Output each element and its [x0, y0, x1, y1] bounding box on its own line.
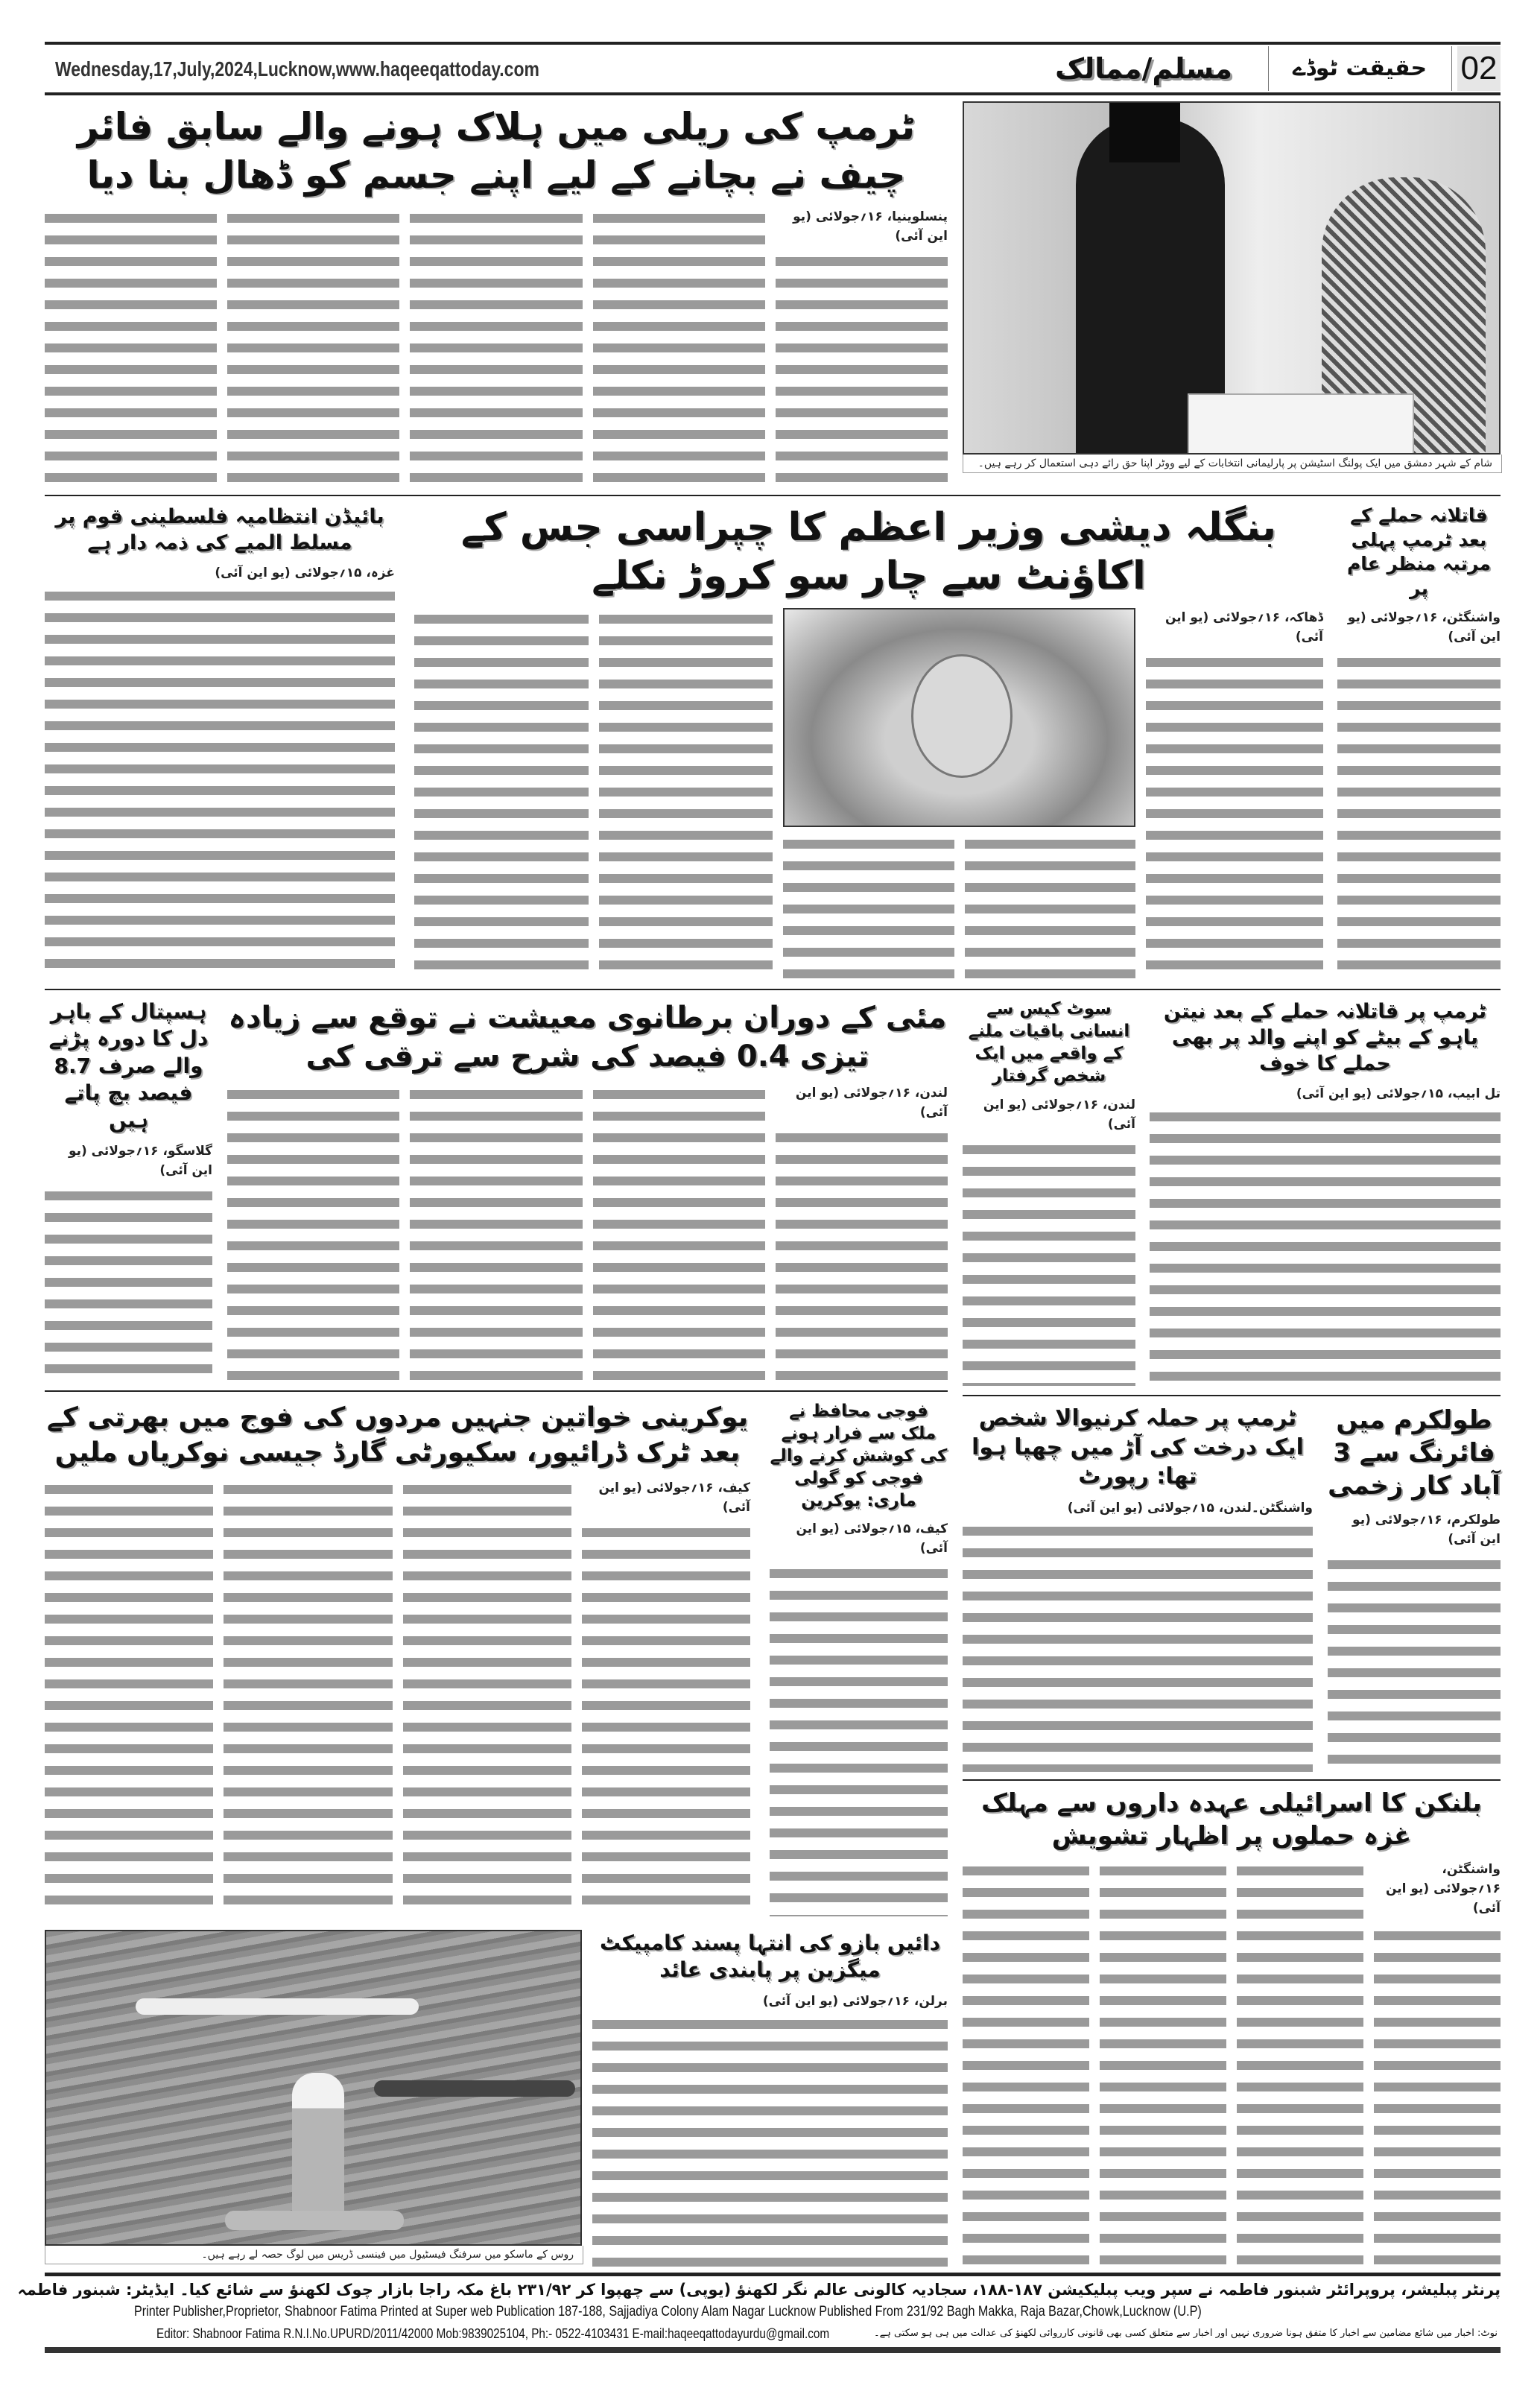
text-column — [1150, 1084, 1501, 1386]
section-rule — [45, 495, 1501, 496]
bangladesh-story-columns — [414, 608, 1323, 979]
text-column — [410, 1083, 582, 1382]
photo-syria-polling-station — [963, 101, 1501, 455]
article-body-trump-appearance — [1337, 608, 1501, 979]
headline-biden-palestine: بائیڈن انتظامیہ فلسطینی قوم پر مسلط المیے کی ذمہ دار ہے — [55, 505, 384, 555]
text-column — [783, 833, 954, 979]
headline-uk-economy: مئی کے دوران برطانوی معیشت نے توقع سے زیادہ تیزی 0.4 فیصد کی شرح سے ترقی کی — [228, 1001, 947, 1074]
text-column — [1100, 1860, 1226, 2265]
article-dateline: پنسلوینیا، ۱۶؍جولائی (یو این آئی) — [776, 207, 948, 248]
text-column — [776, 1083, 948, 1382]
photo-sheikh-hasina — [783, 608, 1135, 827]
article-body-ukrainian-women — [45, 1478, 750, 1916]
text-column — [963, 1498, 1313, 1772]
priest-hat — [1109, 103, 1180, 162]
paddleboard — [136, 1998, 419, 2015]
photo-caption: شام کے شہر دمشق میں ایک پولنگ اسٹیشن پر پارلیمانی انتخابات کے لیے ووٹر اپنا حق رائے دہی استعمال کر رہے ہیں۔ — [963, 455, 1502, 473]
article-dateline: طولکرم، ۱۶؍جولائی (یو این آئی) — [1328, 1510, 1501, 1551]
footer-editor-line: Editor: Shabnoor Fatima R.N.I.No.UPURD/2011/42000 Mob:9839025104, Ph:- 0522-4103431 E-mail:haqeeqattodayurdu@gmail.com — [156, 2326, 830, 2341]
section-rule — [45, 989, 1501, 990]
article-netanyahu — [1150, 998, 1501, 1386]
article-body-netanyahu — [1150, 1084, 1501, 1386]
text-column — [1237, 1860, 1363, 2265]
photo-caption: روس کے ماسکو میں سرفنگ فیسٹیول میں فینسی ڈریس میں لوگ حصہ لے رہے ہیں۔ — [45, 2246, 583, 2264]
article-dateline: واشنگٹن، ۱۶؍جولائی (یو این آئی) — [1337, 608, 1501, 649]
headline-compact-magazine-ban: دائیں بازو کی انتہا پسند کامپیکٹ میگزین پر پابندی عائد — [600, 1931, 940, 1983]
bangladesh-photo-block — [783, 608, 1135, 979]
article-tulkarm — [1328, 1404, 1501, 1772]
article-suitcase — [963, 998, 1135, 1386]
article-trump-rally — [45, 103, 948, 490]
text-column — [593, 1083, 765, 1382]
text-column — [414, 608, 589, 979]
footer-urdu-imprint: پرنٹر پبلیشر، پروپرائٹر شبنور فاطمہ نے سپر ویب پبلیکیشن ۱۸۷-۱۸۸، سجادیہ کالونی عالم نگر لکھنؤ (یوپی) سے چھپوا کر ۲۳۱/۹۲ باغ مکہ راجا بازار چوک لکھنؤ سے شائع کیا۔ ایڈیٹر: شبنور فاطمہ — [17, 2281, 1501, 2299]
article-body-trump-rally — [45, 207, 948, 490]
headline-ukrainian-women-jobs: یوکرینی خواتین جنہیں مردوں کی فوج میں بھرتی کے بعد ٹرک ڈرائیور، سکیورٹی گارڈ جیسی نوکریاں ملیں — [46, 1402, 749, 1468]
text-column — [1146, 608, 1323, 979]
article-body-blinken — [963, 1860, 1501, 2265]
article-dateline: واشنگٹن، ۱۶؍جولائی (یو این آئی) — [1374, 1860, 1501, 1920]
text-column — [963, 1095, 1135, 1386]
text-column — [45, 207, 217, 490]
article-body-trump-shooter — [963, 1498, 1313, 1772]
article-dateline: لندن، ۱۶؍جولائی (یو این آئی) — [776, 1083, 948, 1124]
headline-blinken-gaza: بلنکن کا اسرائیلی عہدہ داروں سے مہلک غزہ حملوں پر اظہار تشویش — [981, 1788, 1482, 1852]
article-body-tulkarm — [1328, 1510, 1501, 1772]
article-compact-magazine — [592, 1930, 948, 2267]
text-column — [593, 207, 765, 490]
text-column — [403, 1478, 571, 1916]
footer-english-imprint: Printer Publisher,Proprietor, Shabnoor Fatima Printed at Super web Publication 187-188, Sajjadiya Colony Alam Nagar Lucknow Published From 231/92 Bagh Makka, Raja Bazar,Chowk,Lucknow (U.P) — [134, 2304, 1202, 2319]
article-body-bangladesh-under-photo — [783, 833, 1135, 979]
text-column — [770, 1519, 948, 1916]
text-column — [224, 1478, 392, 1916]
paddleboard — [374, 2080, 575, 2097]
headline-tulkarm-shooting: طولکرم میں فائرنگ سے 3 آباد کار زخمی — [1328, 1405, 1501, 1501]
section-rule — [963, 1395, 1501, 1396]
header-top-rule — [45, 42, 1501, 45]
text-column — [45, 1478, 213, 1916]
article-body-biden-palestine — [45, 563, 395, 979]
headline-suitcase-remains: سوٹ کیس سے انسانی باقیات ملنے کے واقعے میں ایک شخص گرفتار — [968, 999, 1130, 1086]
article-dateline: کیف، ۱۶؍جولائی (یو این آئی) — [582, 1478, 750, 1519]
text-column — [776, 207, 948, 490]
article-uk-economy — [227, 998, 948, 1382]
headline-trump-first-appearance: قاتلانہ حملے کے بعد ٹرمپ پہلی مرتبہ منظر عام پر — [1346, 504, 1492, 599]
article-dateline: گلاسگو، ۱۶؍جولائی (یو این آئی) — [45, 1141, 212, 1182]
text-column — [1374, 1860, 1501, 2265]
article-ukrainian-women — [45, 1401, 750, 1916]
article-dateline: غزہ، ۱۵؍جولائی (یو این آئی) — [45, 563, 395, 585]
article-body-suitcase — [963, 1095, 1135, 1386]
header-dateline: Wednesday,17,July,2024,Lucknow,www.haqeeqattoday.com — [55, 57, 539, 80]
article-body-ukraine-soldier — [770, 1519, 948, 1916]
headline-ukraine-soldier-shot: فوجی محافظ نے ملک سے فرار ہونے کی کوشش کرنے والے فوجی کو گولی ماری: یوکرین — [770, 1402, 948, 1510]
text-column — [227, 207, 399, 490]
article-dateline: ڈھاکہ، ۱۶؍جولائی (یو این آئی) — [1146, 608, 1323, 649]
text-column — [227, 1083, 399, 1382]
text-column — [592, 1992, 948, 2267]
article-dateline: کیف، ۱۵؍جولائی (یو این آئی) — [770, 1519, 948, 1560]
page-number: 02 — [1457, 46, 1501, 91]
section-rule — [963, 1779, 1501, 1781]
footer-disclaimer-note: نوٹ: اخبار میں شائع مضامین سے اخبار کا متفق ہونا ضروری نہیں اور اخبار سے متعلق کسی بھی قانونی کارروائی لکھنؤ کی عدالت میں ہی ہو سکتی ہے۔ — [873, 2328, 1498, 2339]
article-body-bangladesh-left — [414, 608, 773, 979]
header-bottom-rule — [45, 92, 1501, 95]
header-divider — [1268, 46, 1269, 91]
section-rule — [45, 1390, 948, 1392]
header-divider — [1451, 46, 1452, 91]
text-column — [45, 1141, 212, 1382]
footer-bottom-rule — [45, 2347, 1501, 2353]
article-biden-palestine — [45, 504, 395, 979]
article-ukraine-soldier — [770, 1401, 948, 1916]
article-dateline: تل ابیب، ۱۵؍جولائی (یو این آئی) — [1150, 1084, 1501, 1106]
article-dateline: واشنگٹن۔لندن، ۱۵؍جولائی (یو این آئی) — [963, 1498, 1313, 1520]
headline-bangladesh-peon: بنگلہ دیشی وزیر اعظم کا چپراسی جس کے اکاؤنٹ سے چار سو کروڑ نکلے — [460, 505, 1277, 598]
article-hospital — [45, 998, 212, 1382]
article-body-uk-economy — [227, 1083, 948, 1382]
section-title: مسلم/ممالک — [1055, 52, 1232, 85]
article-body-compact-magazine — [592, 1992, 948, 2267]
text-column — [1337, 608, 1501, 979]
article-blinken — [963, 1787, 1501, 2265]
text-column — [965, 833, 1136, 979]
text-column — [45, 563, 395, 979]
article-dateline: برلن، ۱۶؍جولائی (یو این آئی) — [592, 1992, 948, 2013]
headline-hospital-heart-attack: ہسپتال کے باہر دل کا دورہ پڑنے والے صرف 8.7 فیصد بچ پاتے ہیں — [48, 999, 209, 1133]
headline-netanyahu-son: ٹرمپ پر قاتلانہ حملے کے بعد نیتن یاہو کے بیٹے کو اپنے والد پر بھی حملے کا خوف — [1163, 1000, 1487, 1076]
photo-moscow-surfing-festival — [45, 1930, 582, 2246]
footer-top-rule — [45, 2273, 1501, 2276]
headline-trump-shooter-tree: ٹرمپ پر حملہ کرنیوالا شخص ایک درخت کی آڑ میں چھپا ہوا تھا: رپورٹ — [972, 1405, 1304, 1489]
article-body-hospital — [45, 1141, 212, 1382]
portrait-face — [911, 654, 1013, 778]
newspaper-logo: حقیقت ٹوڈے — [1292, 55, 1427, 81]
text-column — [599, 608, 773, 979]
article-dateline: لندن، ۱۶؍جولائی (یو این آئی) — [963, 1095, 1135, 1136]
article-body-bangladesh-right — [1146, 608, 1323, 979]
text-column — [963, 1860, 1089, 2265]
text-column — [410, 207, 582, 490]
headline-trump-rally-fire-chief: ٹرمپ کی ریلی میں ہلاک ہونے والے سابق فائر چیف نے بچانے کے لیے اپنے جسم کو ڈھال بنا دیا — [77, 105, 916, 197]
text-column — [582, 1478, 750, 1916]
santa-figure — [292, 2073, 344, 2214]
santa-paddleboard — [225, 2211, 404, 2230]
article-trump-appearance — [1337, 504, 1501, 979]
text-column — [1328, 1510, 1501, 1772]
article-trump-shooter — [963, 1404, 1313, 1772]
article-bangladesh-peon — [414, 504, 1323, 979]
ballot-box — [1188, 393, 1414, 455]
